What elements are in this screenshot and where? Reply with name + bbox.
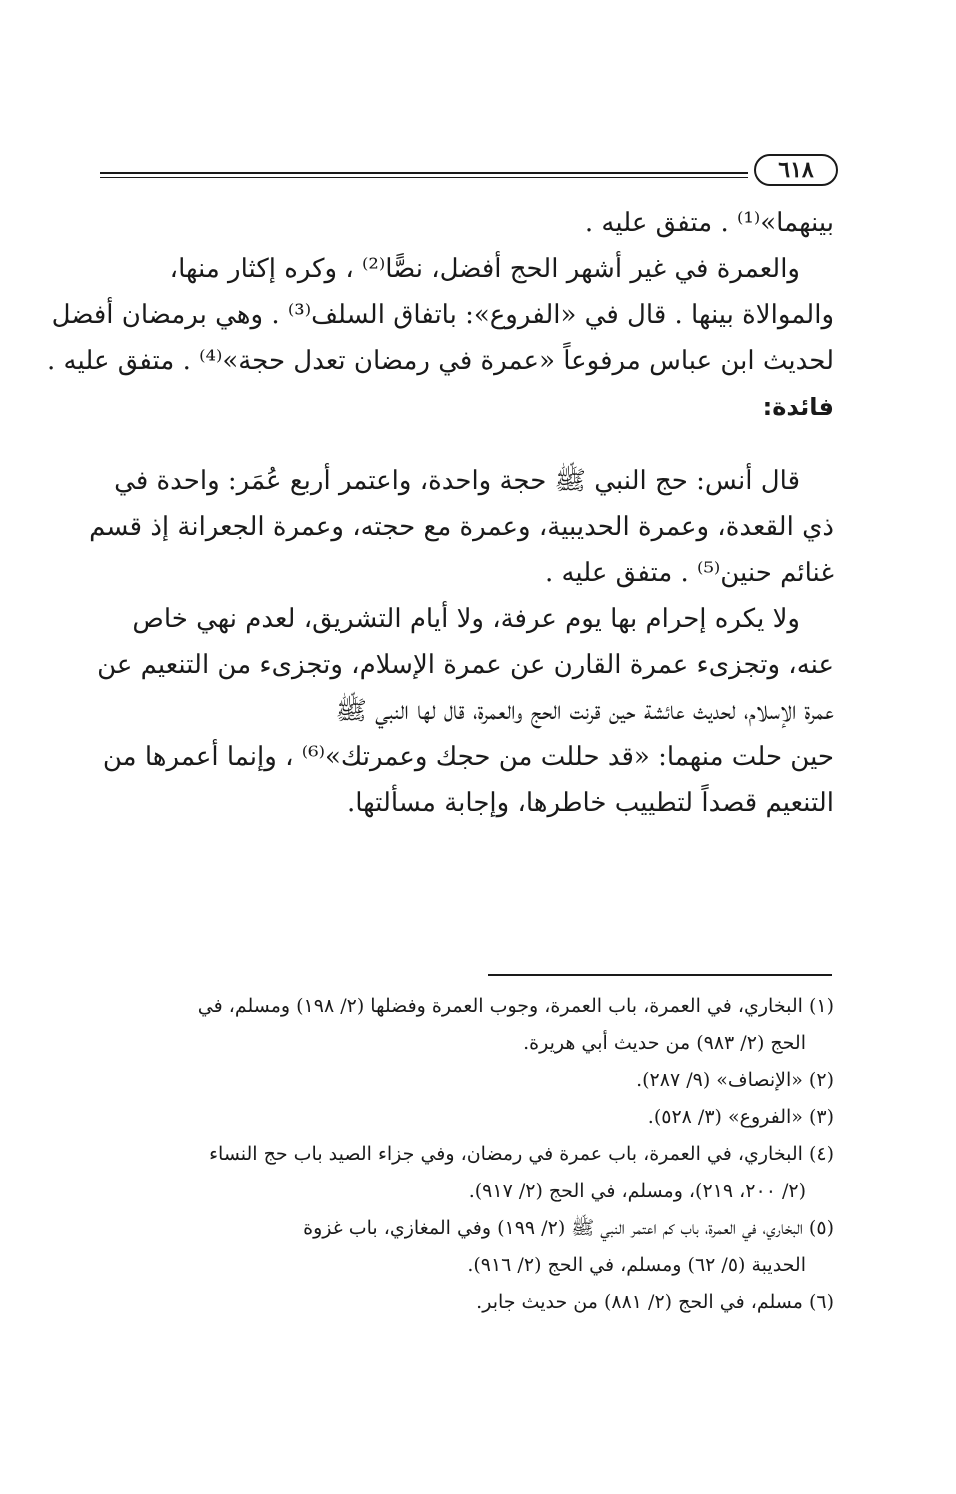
text-line: غنائم حنين⁽⁵⁾ . متفق عليه . [544,558,834,588]
section-heading: فائدة: [762,393,834,421]
main-text [47,200,834,826]
footnote-line: (٥) البخاري، في العمرة، باب كم اعتمر النبي ﷺ (٢/ ١٩٩) وفي المغازي، باب غزوة [303,1217,834,1239]
text-line: لحديث ابن عباس مرفوعاً «عمرة في رمضان تعدل حجة»⁽⁴⁾ . متفق عليه . [47,346,834,376]
page-number: ٦١٨ [754,154,838,186]
footnote-separator [488,974,832,976]
footnote-line: (٢) «الإنصاف» (٩/ ٢٨٧). [636,1069,834,1091]
text-line: والموالاة بينها . قال في «الفروع»: باتفاق السلف⁽³⁾ . وهي برمضان أفضل [51,300,834,330]
text-line: ذي القعدة، وعمرة الحديبية، وعمرة مع حجته، وعمرة الجعرانة إذ قسم [89,512,834,542]
footnote-line: الحج (٢/ ٩٨٣) من حديث أبي هريرة. [523,1032,806,1054]
text-line: بينهما»⁽¹⁾ . متفق عليه . [584,208,834,238]
text-line: التنعيم قصداً لتطييب خاطرها، وإجابة مسألتها. [346,788,834,818]
text-line: ولا يكره إحرام بها يوم عرفة، ولا أيام التشريق، لعدم نهي خاص [132,604,800,634]
text-line: عنه، وتجزىء عمرة القارن عن عمرة الإسلام، وتجزىء من التنعيم عن [97,650,834,680]
footnote-line: (٣) «الفروع» (٣/ ٥٢٨). [647,1106,834,1128]
text-line: حين حلت منهما: «قد حللت من حجك وعمرتك»⁽⁶⁾ ، وإنما أعمرها من [102,742,834,772]
footnote-line: الحديبة (٥/ ٦٢) ومسلم، في الحج (٢/ ٩١٦). [467,1254,806,1276]
page-header [100,150,840,190]
text-line: والعمرة في غير أشهر الحج أفضل، نصًّا⁽²⁾ ، وكره إكثار منها، [169,254,800,284]
footnote-line: (٤) البخاري، في العمرة، باب عمرة في رمضان، وفي جزاء الصيد باب حج النساء [209,1143,834,1165]
footnote-line: (٢/ ٢٠٠، ٢١٩)، ومسلم، في الحج (٢/ ٩١٧). [468,1180,806,1202]
footnote-line: (٦) مسلم، في الحج (٢/ ٨٨١) من حديث جابر. [476,1291,834,1313]
footnote-line: (١) البخاري، في العمرة، باب العمرة، وجوب العمرة وفضلها (٢/ ١٩٨) ومسلم، في [197,995,834,1017]
text-line: قال أنس: حج النبي ﷺ حجة واحدة، واعتمر أربع عُمَر: واحدة في [114,466,800,496]
header-rule-thin [100,177,748,178]
footnotes [84,988,834,1321]
text-line: عمرة الإسلام، لحديث عائشة حين قرنت الحج والعمرة، قال لها النبي ﷺ [335,696,834,726]
header-rule [100,172,748,174]
spacer [84,430,834,458]
